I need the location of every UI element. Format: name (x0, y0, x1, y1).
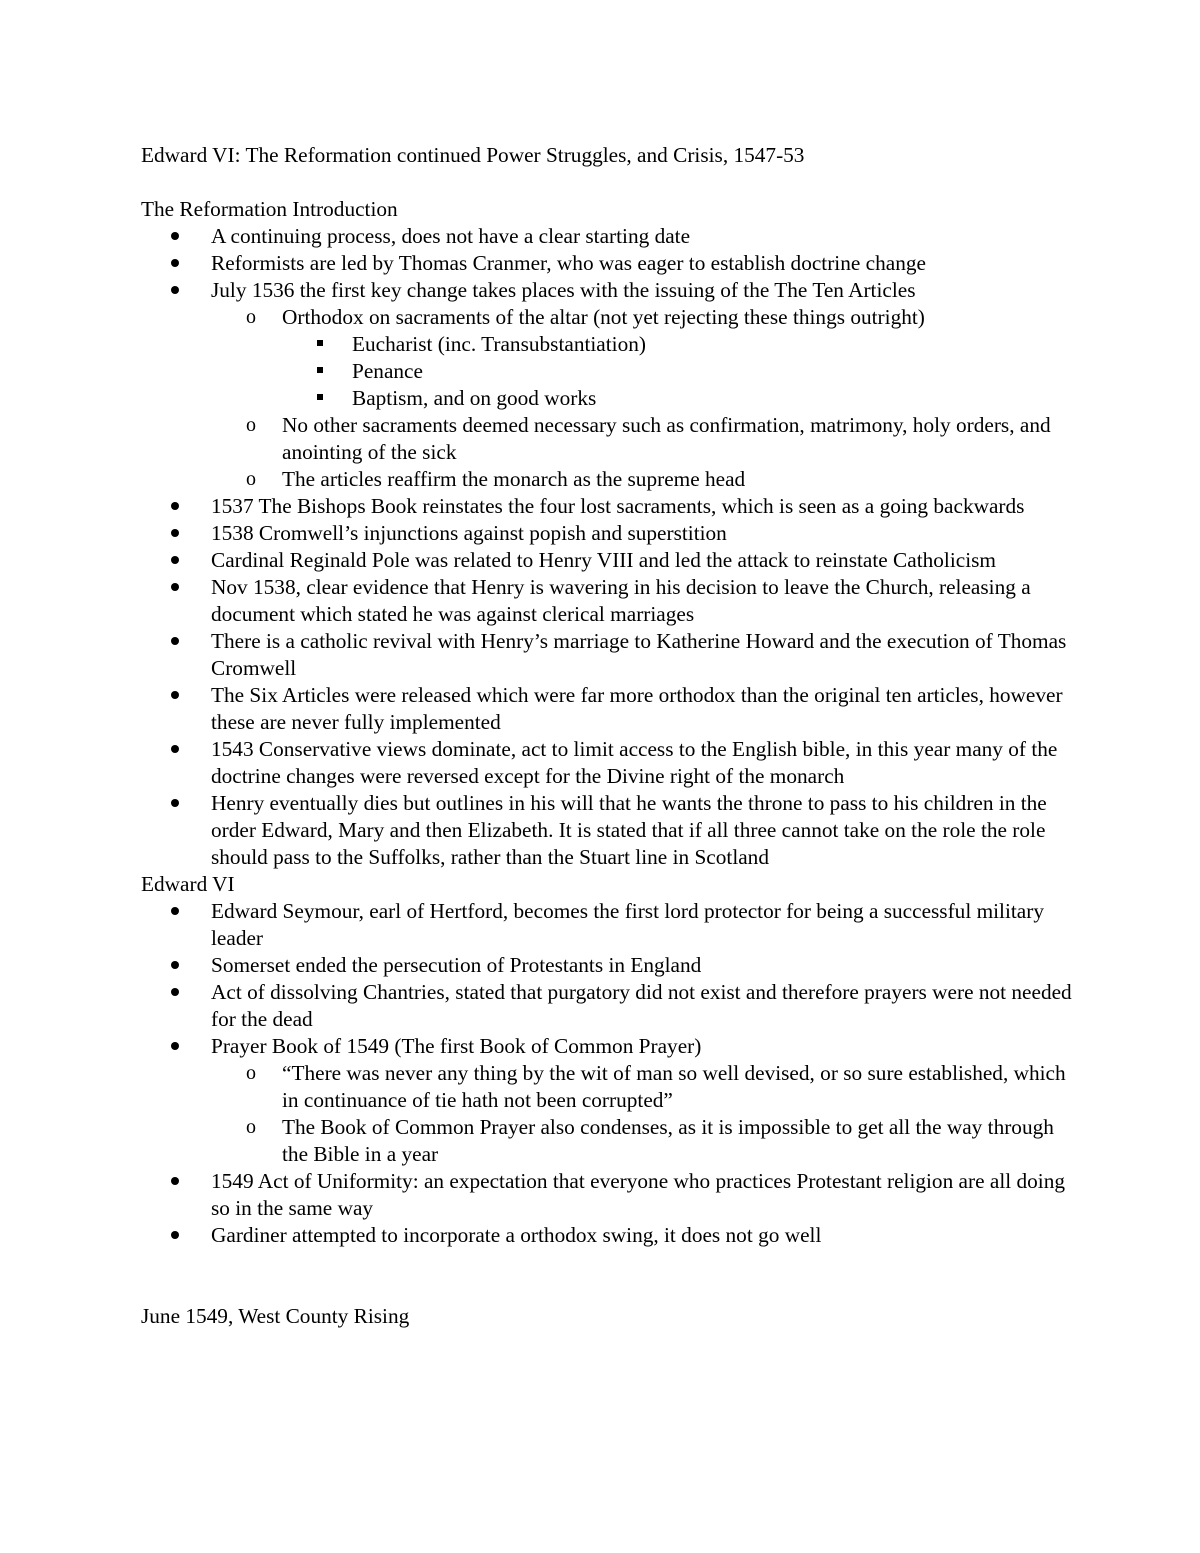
bullet-icon (171, 628, 179, 655)
list-item: Nov 1538, clear evidence that Henry is wavering in his decision to leave the Church, releasing a document which stated he was against clerical marriages (141, 574, 1081, 628)
bullet-icon (171, 736, 179, 763)
bullet-icon (171, 277, 179, 304)
list-item: Prayer Book of 1549 (The first Book of Common Prayer) (141, 1033, 1081, 1060)
bullet-icon (171, 574, 179, 601)
section-heading-reformation-introduction: The Reformation Introduction (141, 197, 398, 221)
list-item: 1537 The Bishops Book reinstates the four lost sacraments, which is seen as a going backwards (141, 493, 1081, 520)
sub-sub-list-item: Penance (141, 358, 1081, 385)
circle-bullet-icon: o (246, 468, 256, 490)
reformation-introduction-list (141, 223, 1081, 871)
spacer (141, 169, 1081, 196)
bullet-icon (171, 223, 179, 250)
list-item: Edward Seymour, earl of Hertford, becomes the first lord protector for being a successful military leader (141, 898, 1081, 952)
bullet-icon (171, 520, 179, 547)
bullet-icon (171, 1168, 179, 1195)
list-item: Act of dissolving Chantries, stated that purgatory did not exist and therefore prayers were not needed for the dead (141, 979, 1081, 1033)
bullet-icon (171, 1222, 179, 1249)
document-page (141, 142, 1081, 1330)
bullet-icon (171, 979, 179, 1006)
square-bullet-icon (317, 331, 323, 358)
list-item: July 1536 the first key change takes places with the issuing of the The Ten Articles (141, 277, 1081, 304)
spacer (141, 1249, 1081, 1303)
circle-bullet-icon: o (246, 1116, 256, 1138)
bullet-icon (171, 493, 179, 520)
list-item: Gardiner attempted to incorporate a orthodox swing, it does not go well (141, 1222, 1081, 1249)
bullet-icon (171, 1033, 179, 1060)
section-heading-edward-vi: Edward VI (141, 872, 235, 896)
list-item: Reformists are led by Thomas Cranmer, who was eager to establish doctrine change (141, 250, 1081, 277)
square-bullet-icon (317, 358, 323, 385)
list-item: A continuing process, does not have a clear starting date (141, 223, 1081, 250)
section-heading-west-county-rising: June 1549, West County Rising (141, 1304, 410, 1328)
list-item: 1538 Cromwell’s injunctions against popish and superstition (141, 520, 1081, 547)
sub-list-item: o No other sacraments deemed necessary such as confirmation, matrimony, holy orders, and anointing of the sick (246, 413, 1051, 464)
bullet-icon (171, 898, 179, 925)
list-item: Somerset ended the persecution of Protestants in England (141, 952, 1081, 979)
sub-list-item: o “There was never any thing by the wit of man so well devised, or so sure established, which in continuance of tie hath not been corrupted” (246, 1061, 1066, 1112)
sub-sub-list-item: Eucharist (inc. Transubstantiation) (141, 331, 1081, 358)
circle-bullet-icon: o (246, 1062, 256, 1084)
sub-sub-list-item: Baptism, and on good works (141, 385, 1081, 412)
bullet-icon (171, 790, 179, 817)
circle-bullet-icon: o (246, 414, 256, 436)
sub-list-item: o The articles reaffirm the monarch as the supreme head (246, 467, 746, 491)
list-item: Henry eventually dies but outlines in his will that he wants the throne to pass to his children in the order Edward, Mary and then Elizabeth. It is stated that if all three cannot take on the role the role should pass to the Suffolks, rather than the Stuart line in Scotland (141, 790, 1081, 871)
list-item: 1549 Act of Uniformity: an expectation that everyone who practices Protestant religion are all doing so in the same way (141, 1168, 1081, 1222)
circle-bullet-icon: o (246, 306, 256, 328)
bullet-icon (171, 952, 179, 979)
bullet-icon (171, 547, 179, 574)
list-item: There is a catholic revival with Henry’s marriage to Katherine Howard and the execution of Thomas Cromwell (141, 628, 1081, 682)
bullet-icon (171, 250, 179, 277)
sub-list-item: o Orthodox on sacraments of the altar (not yet rejecting these things outright) (246, 305, 925, 329)
list-item: 1543 Conservative views dominate, act to limit access to the English bible, in this year many of the doctrine changes were reversed except for the Divine right of the monarch (141, 736, 1081, 790)
bullet-icon (171, 682, 179, 709)
edward-vi-list (141, 898, 1081, 1249)
document-title: Edward VI: The Reformation continued Power Struggles, and Crisis, 1547-53 (141, 143, 805, 167)
square-bullet-icon (317, 385, 323, 412)
list-item: Cardinal Reginald Pole was related to Henry VIII and led the attack to reinstate Catholicism (141, 547, 1081, 574)
sub-list-item: o The Book of Common Prayer also condenses, as it is impossible to get all the way through the Bible in a year (246, 1115, 1054, 1166)
list-item: The Six Articles were released which were far more orthodox than the original ten articles, however these are never fully implemented (141, 682, 1081, 736)
